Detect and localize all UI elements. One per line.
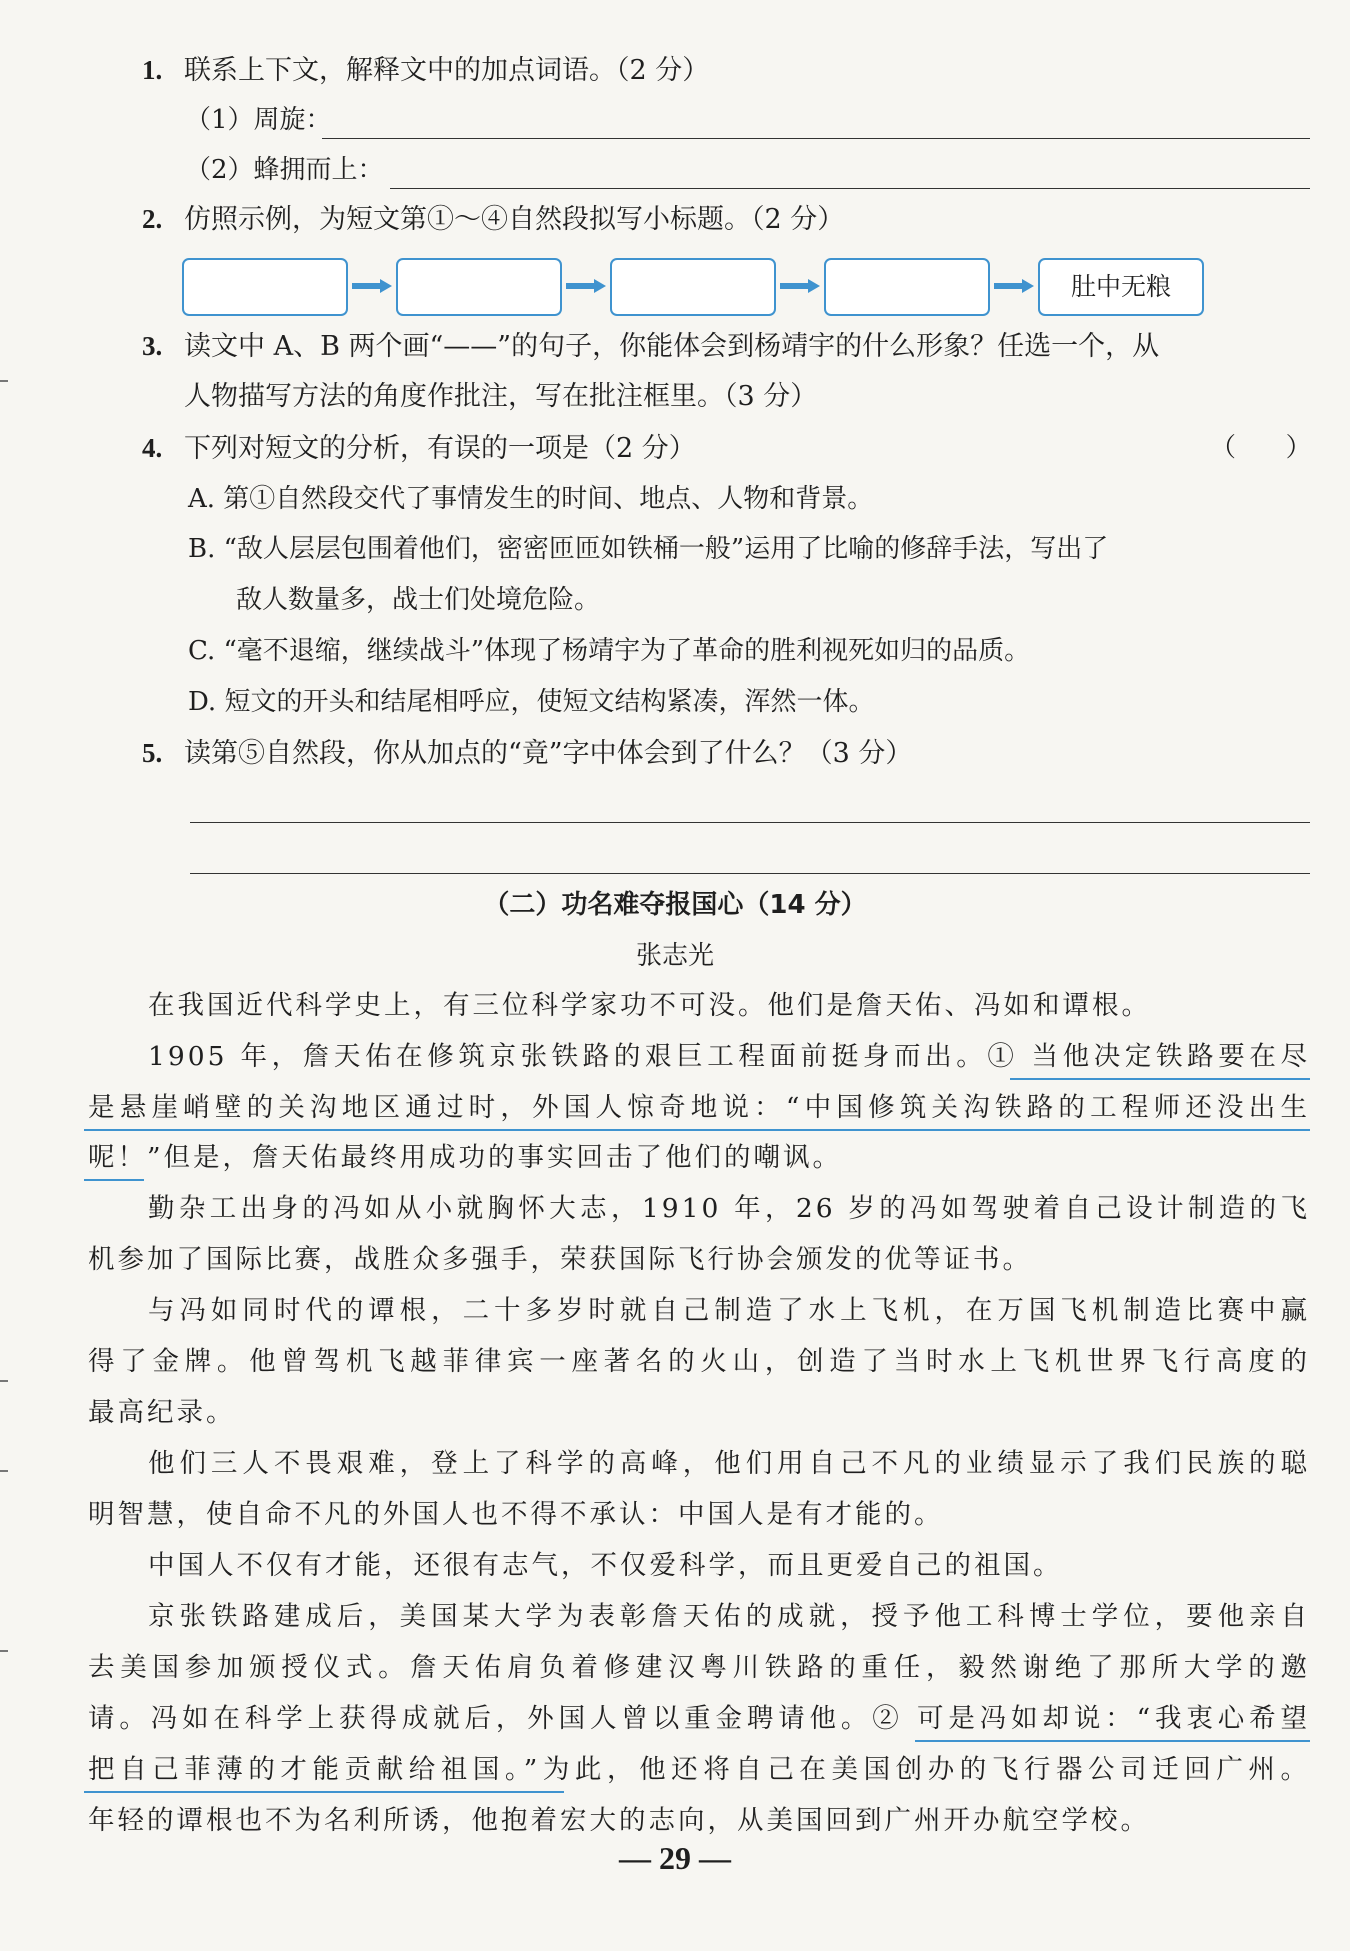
passage-line: 机参加了国际比赛，战胜众多强手，荣获国际飞行协会颁发的优等证书。 (88, 1244, 1032, 1275)
passage-line: 去美国参加颁授仪式。詹天佑肩负着修建汉粤川铁路的重任，毅然谢绝了那所大学的邀 (88, 1652, 1310, 1683)
question-text: 读文中 A、B 两个画“——”的句子，你能体会到杨靖宇的什么形象？任选一个，从 (184, 331, 1160, 362)
passage-line: 在我国近代科学史上，有三位科学家功不可没。他们是詹天佑、冯如和谭根。 (148, 990, 1151, 1021)
subtitle-box-2[interactable] (396, 258, 562, 316)
arrow-right-icon (780, 279, 820, 293)
subtitle-flow (182, 258, 1212, 316)
sentence-2-underline (915, 1740, 1310, 1742)
sentence-1-underline (84, 1179, 144, 1181)
passage-line: 中国人不仅有才能，还很有志气，不仅爱科学，而且更爱自己的祖国。 (148, 1550, 1063, 1581)
option-d: D. 短文的开头和结尾相呼应，使短文结构紧凑，浑然一体。 (188, 687, 875, 717)
option-c: C. “毫不退缩，继续战斗”体现了杨靖宇为了革命的胜利视死如归的品质。 (188, 636, 1031, 666)
page-number: — 29 — (619, 1840, 731, 1876)
passage-line: 与冯如同时代的谭根，二十多岁时就自己制造了水上飞机，在万国飞机制造比赛中赢 (148, 1295, 1310, 1326)
margin-mark (0, 380, 8, 382)
passage-author: 张志光 (635, 941, 714, 971)
passage-title: （二）功名难夺报国心（14 分） (483, 890, 867, 920)
question-text: 人物描写方法的角度作批注，写在批注框里。（3 分） (184, 381, 818, 412)
passage-line: 1905 年，詹天佑在修筑京张铁路的艰巨工程面前挺身而出。① 当他决定铁路要在尽 (148, 1041, 1310, 1072)
sentence-1-underline (84, 1129, 1310, 1131)
passage-line: 呢！”但是，詹天佑最终用成功的事实回击了他们的嘲讽。 (88, 1142, 843, 1173)
q5-answer-line-2[interactable] (190, 873, 1310, 874)
sentence-1-underline (1010, 1078, 1310, 1080)
question-3-continued (184, 377, 1310, 417)
question-2 (142, 199, 1310, 240)
arrow-right-icon (352, 279, 392, 293)
subtitle-box-3[interactable] (610, 258, 776, 316)
passage-line: 年轻的谭根也不为名利所诱，他抱着宏大的志向，从美国回到广州开办航空学校。 (88, 1805, 1150, 1836)
option-a: A. 第①自然段交代了事情发生的时间、地点、人物和背景。 (188, 484, 874, 514)
subtitle-example-box: 肚中无粮 (1038, 258, 1204, 316)
question-text: 下列对短文的分析，有误的一项是（2 分） (184, 433, 696, 464)
subtitle-box-4[interactable] (824, 258, 990, 316)
option-b-continued: 敌人数量多，战士们处境危险。 (236, 585, 601, 615)
question-text: 仿照示例，为短文第①～④自然段拟写小标题。（2 分） (184, 204, 845, 235)
question-number: 4. (142, 433, 163, 463)
passage-line: 勤杂工出身的冯如从小就胸怀大志，1910 年，26 岁的冯如驾驶着自己设计制造的飞 (148, 1193, 1310, 1224)
answer-parentheses[interactable]: （ ） (1210, 433, 1312, 463)
question-5 (142, 733, 1310, 774)
passage-line: 把自己菲薄的才能贡献给祖国。”为此，他还将自己在美国创办的飞行器公司迁回广州。 (88, 1754, 1310, 1785)
question-1 (142, 50, 1310, 91)
question-text: 联系上下文，解释文中的加点词语。（2 分） (184, 55, 710, 86)
passage-line: 得了金牌。他曾驾机飞越菲律宾一座著名的火山，创造了当时水上飞机世界飞行高度的 (88, 1346, 1310, 1377)
q1-sub1-label: （1）周旋： (185, 105, 332, 135)
q1-sub2-answer-line[interactable] (390, 188, 1310, 189)
arrow-right-icon (994, 279, 1034, 293)
question-number: 5. (142, 738, 163, 768)
subtitle-box-1[interactable] (182, 258, 348, 316)
passage-line: 明智慧，使自命不凡的外国人也不得不承认：中国人是有才能的。 (88, 1499, 944, 1530)
question-text: 读第⑤自然段，你从加点的“竟”字中体会到了什么？（3 分） (184, 738, 913, 769)
sentence-2-underline (84, 1791, 564, 1793)
passage-line: 是悬崖峭壁的关沟地区通过时，外国人惊奇地说：“中国修筑关沟铁路的工程师还没出生 (88, 1092, 1310, 1123)
passage-line: 最高纪录。 (88, 1397, 236, 1428)
margin-mark (0, 1470, 8, 1472)
passage-line: 请。冯如在科学上获得成就后，外国人曾以重金聘请他。② 可是冯如却说：“我衷心希望 (88, 1703, 1310, 1734)
question-4 (142, 428, 1310, 469)
margin-mark (0, 1380, 8, 1382)
q1-sub2-label: （2）蜂拥而上： (185, 155, 384, 185)
arrow-right-icon (566, 279, 606, 293)
passage-line: 他们三人不畏艰难，登上了科学的高峰，他们用自己不凡的业绩显示了我们民族的聪 (148, 1448, 1310, 1479)
q1-sub1-answer-line[interactable] (322, 138, 1310, 139)
question-3 (142, 326, 1310, 367)
question-number: 3. (142, 331, 163, 361)
margin-mark (0, 1650, 8, 1652)
option-b: B. “敌人层层包围着他们，密密匝匝如铁桶一般”运用了比喻的修辞手法，写出了 (188, 534, 1109, 564)
question-number: 2. (142, 204, 163, 234)
question-number: 1. (142, 55, 163, 85)
passage-line: 京张铁路建成后，美国某大学为表彰詹天佑的成就，授予他工科博士学位，要他亲自 (148, 1601, 1310, 1632)
q5-answer-line-1[interactable] (190, 822, 1310, 823)
